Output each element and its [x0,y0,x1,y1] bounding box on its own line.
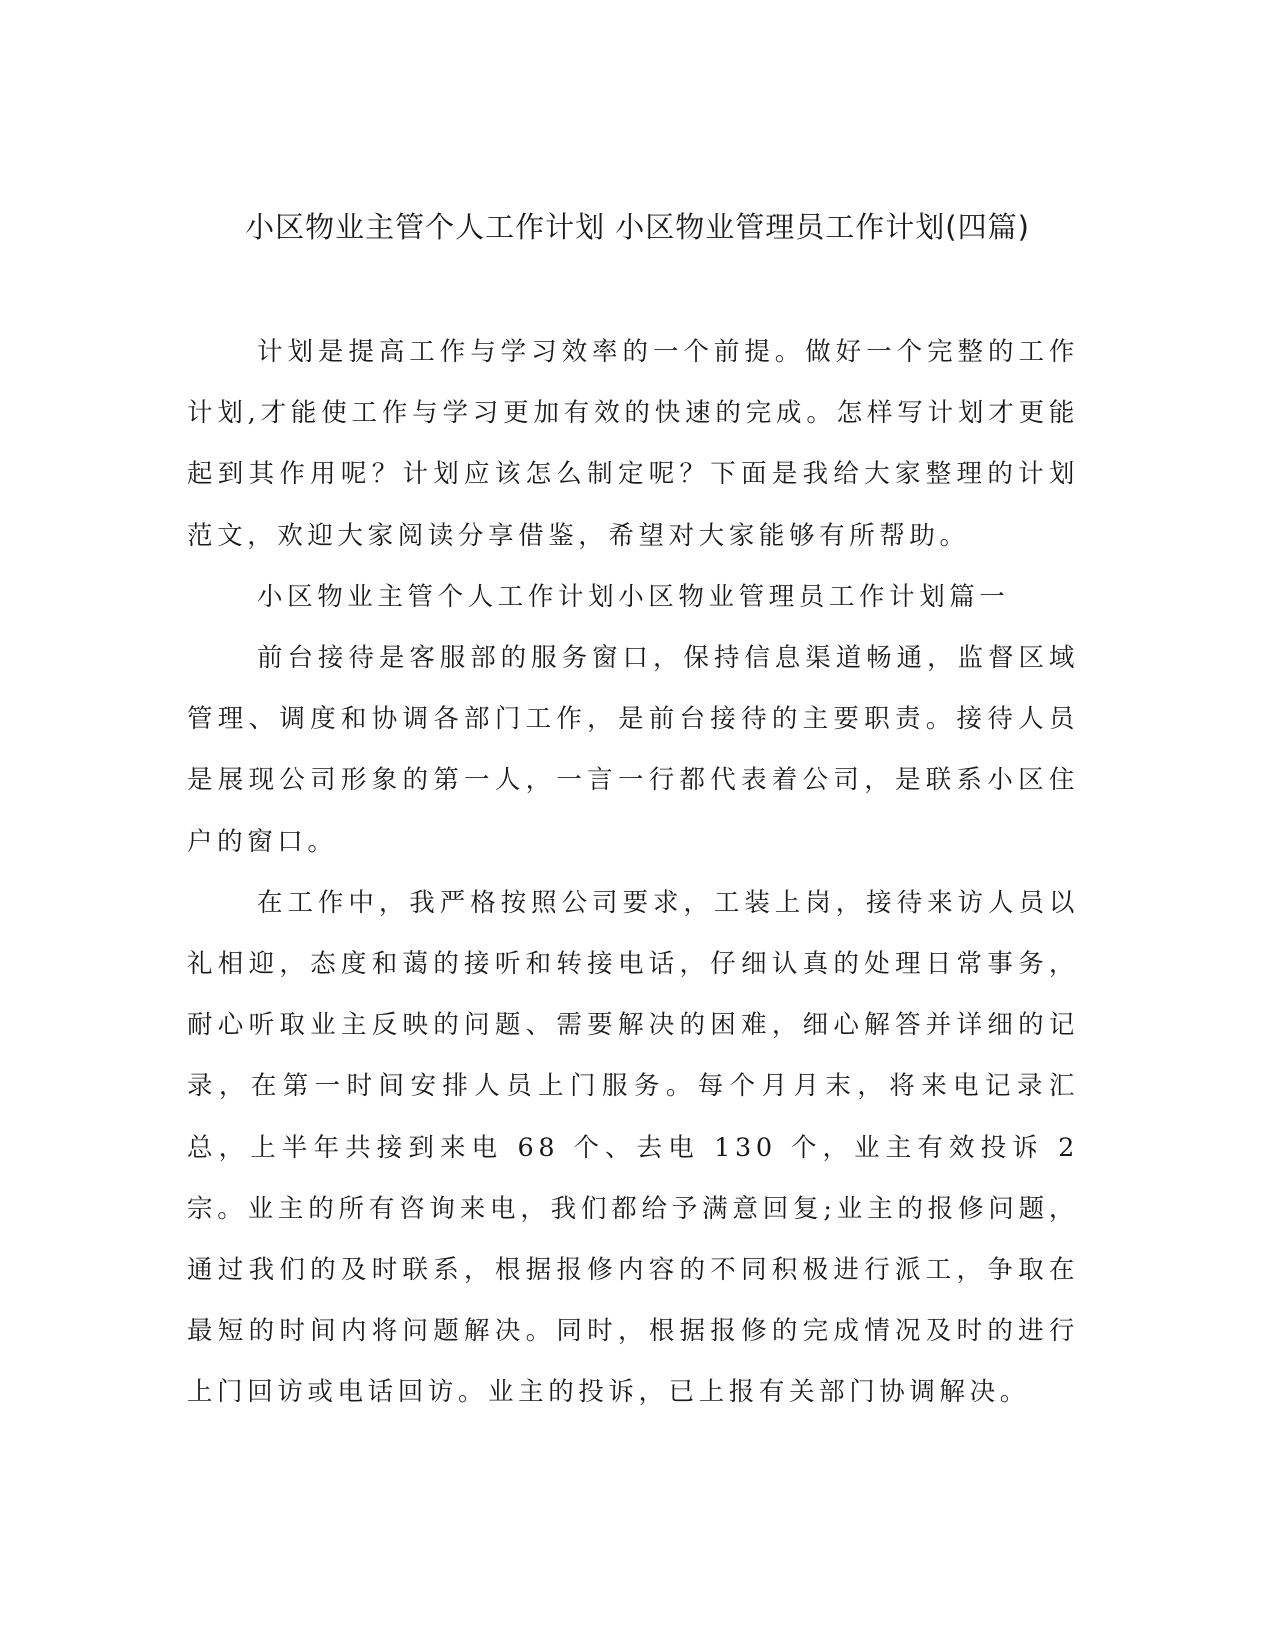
intro-paragraph: 计划是提高工作与学习效率的一个前提。做好一个完整的工作计划,才能使工作与学习更加有效的快速的完成。怎样写计划才更能起到其作用呢？计划应该怎么制定呢？下面是我给大家整理的计划范文，欢迎大家阅读分享借鉴，希望对大家能够有所帮助。 [187,337,1079,551]
body-paragraph: 在工作中，我严格按照公司要求，工装上岗，接待来访人员以礼相迎，态度和蔼的接听和转接电话，仔细认真的处理日常事务，耐心听取业主反映的问题、需要解决的困难，细心解答并详细的记录，在第一时间安排人员上门服务。每个月月末，将来电记录汇总，上半年共接到来电 68 个、去电 130 个，业主有效投诉 2 宗。业主的所有咨询来电，我们都给予满意回复;业主的报修问题，通过我们的及时联系，根据报修内容的不同积极进行派工，争取在最短的时间内将问题解决。同时，根据报修的完成情况及时的进行上门回访或电话回访。业主的投诉，已上报有关部门协调解决。 [187,887,1079,1408]
document-title: 小区物业主管个人工作计划 小区物业管理员工作计划(四篇) [245,210,1030,244]
section-heading: 小区物业主管个人工作计划小区物业管理员工作计划篇一 [257,581,1010,612]
body-paragraph: 前台接待是客服部的服务窗口，保持信息渠道畅通，监督区域管理、调度和协调各部门工作，是前台接待的主要职责。接待人员是展现公司形象的第一人，一言一行都代表着公司，是联系小区住户的窗口。 [187,643,1079,857]
document-body [187,322,1079,1424]
